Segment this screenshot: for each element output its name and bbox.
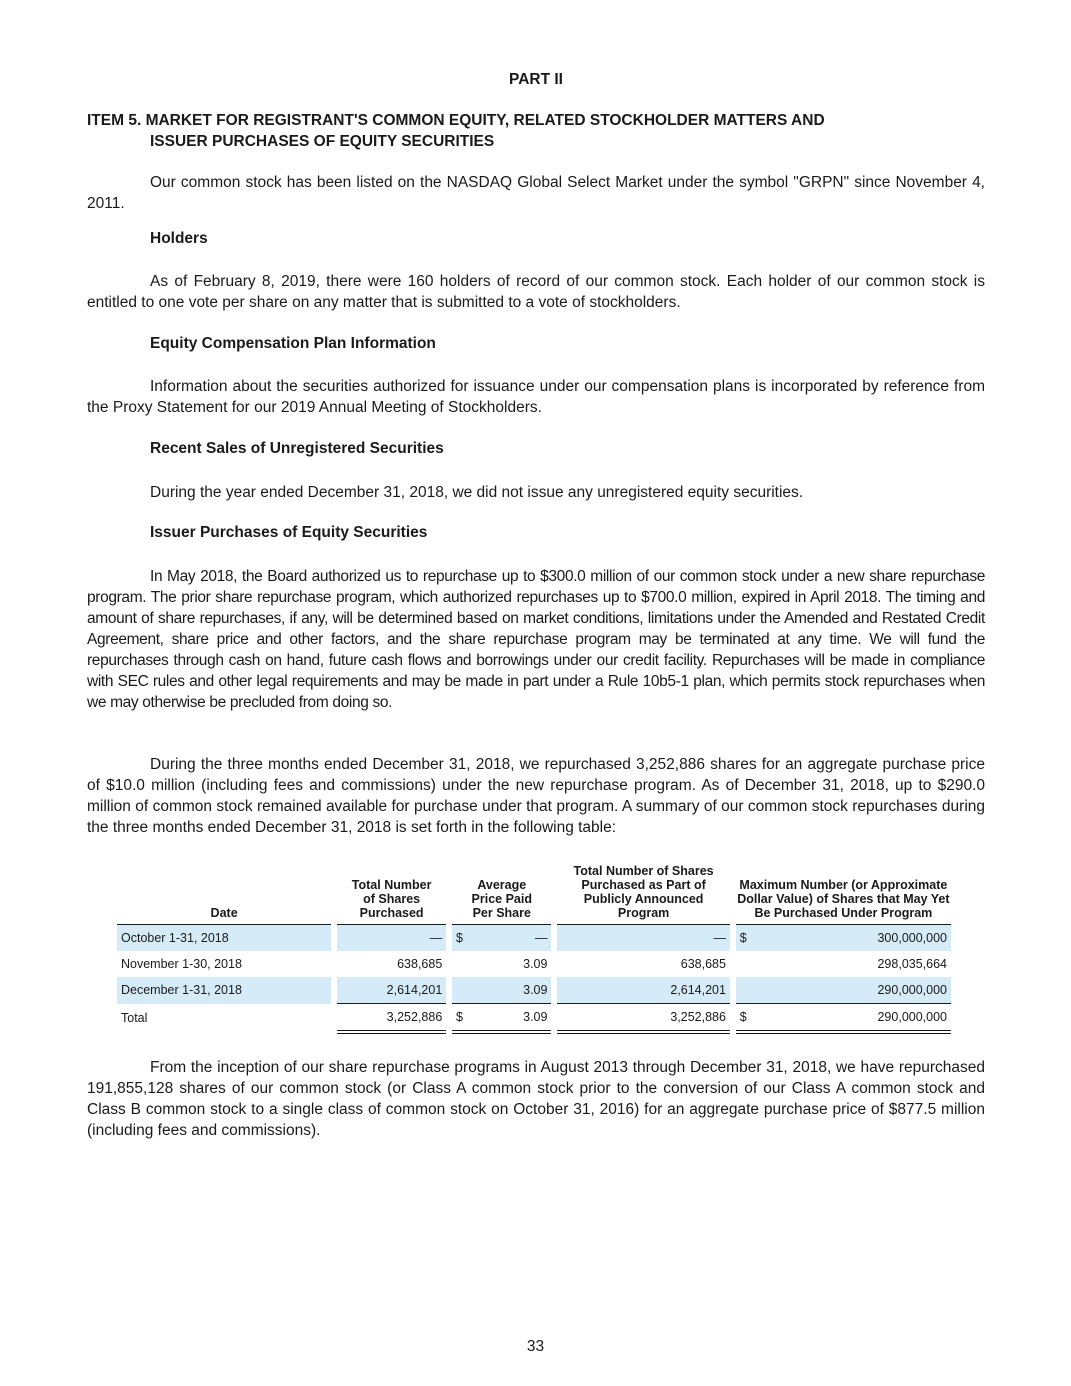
row-date: December 1-31, 2018	[117, 977, 331, 1004]
repurchase-table	[117, 864, 951, 1034]
row-total-shares: 2,614,201	[337, 977, 446, 1004]
row-total-shares: 638,685	[397, 957, 443, 971]
row-total-shares: —	[337, 925, 446, 952]
header-publicly-announced: Total Number of Shares Purchased as Part of Publicly Announced Program	[557, 864, 730, 925]
row-max-remaining: 298,035,664	[877, 957, 947, 971]
row-average-price: 3.09	[523, 957, 548, 971]
table-total-row	[117, 1004, 951, 1033]
header-average-price: Average Price Paid Per Share	[452, 864, 551, 925]
unregistered-paragraph: During the year ended December 31, 2018, we did not issue any unregistered equity securities.	[150, 484, 804, 501]
dollar-sign: $	[736, 925, 758, 952]
row-max-remaining: 290,000,000	[757, 977, 951, 1004]
row-publicly-announced: 638,685	[680, 957, 726, 971]
equity-comp-paragraph: Information about the securities authorized for issuance under our compensation plans is incorporated by reference from the Proxy Statement for our 2019 Annual Meeting of Stockholders.	[87, 378, 985, 416]
holders-paragraph: As of February 8, 2019, there were 160 holders of record of our common stock. Each holder of our common stock is entitled to one vote per share on any matter that is submitted to a vote of stockholders.	[87, 273, 985, 311]
page-number: 33	[526, 1338, 545, 1355]
issuer-purchases-paragraph-1: In May 2018, the Board authorized us to repurchase up to $300.0 million of our common stock under a new share repurchase program. The prior share repurchase program, which authorized repurchases up to $700.0 million, expired in April 2018. The timing and amount of share repurchases, if any, will be determined based on market conditions, limitations under the Amended and Restated Credit Agreement, share price and other factors, and the share repurchase program may be terminated at any time. We will fund the repurchases through cash on hand, future cash flows and borrowings under our credit facility. Repurchases will be made in compliance with SEC rules and other legal requirements and may be made in part under a Rule 10b5-1 plan, which permits stock repurchases when we may otherwise be precluded from doing so.	[87, 568, 985, 711]
row-date: Total	[121, 1010, 148, 1025]
equity-comp-heading: Equity Compensation Plan Information	[150, 335, 436, 352]
holders-heading: Holders	[150, 230, 208, 247]
dollar-sign: $	[736, 1004, 758, 1033]
table-row	[117, 951, 951, 977]
dollar-sign: $	[452, 925, 474, 952]
issuer-purchases-paragraph-2: During the three months ended December 31, 2018, we repurchased 3,252,886 shares for an aggregate purchase price of $10.0 million (including fees and commissions) under the new repurchase program. As of December 31, 2018, up to $290.0 million of common stock remained available for purchase under that program. A summary of our common stock repurchases during the three months ended December 31, 2018 is set forth in the following table:	[87, 756, 985, 836]
item-heading-line1: ITEM 5. MARKET FOR REGISTRANT'S COMMON EQUITY, RELATED STOCKHOLDER MATTERS AND	[87, 112, 825, 129]
row-total-shares: 3,252,886	[337, 1004, 446, 1033]
intro-paragraph: Our common stock has been listed on the NASDAQ Global Select Market under the symbol "GRPN" since November 4, 2011.	[87, 174, 985, 212]
table-row	[117, 925, 951, 952]
row-publicly-announced: 3,252,886	[557, 1004, 730, 1033]
part-heading: PART II	[509, 71, 563, 88]
issuer-purchases-heading: Issuer Purchases of Equity Securities	[150, 524, 428, 541]
item-heading-line2: ISSUER PURCHASES OF EQUITY SECURITIES	[150, 133, 495, 150]
header-total-shares: Total Number of Shares Purchased	[337, 864, 446, 925]
row-average-price: 3.09	[474, 977, 552, 1004]
row-date: November 1-30, 2018	[121, 957, 242, 971]
row-publicly-announced: 2,614,201	[557, 977, 730, 1004]
header-max-remaining: Maximum Number (or Approximate Dollar Value) of Shares that May Yet Be Purchased Under Program	[736, 864, 951, 925]
unregistered-heading: Recent Sales of Unregistered Securities	[150, 440, 444, 457]
row-date: October 1-31, 2018	[117, 925, 331, 952]
header-date: Date	[117, 864, 331, 925]
table-row	[117, 977, 951, 1004]
item-heading	[87, 110, 985, 152]
row-max-remaining: 290,000,000	[757, 1004, 951, 1033]
dollar-sign: $	[452, 1004, 474, 1033]
row-max-remaining: 300,000,000	[757, 925, 951, 952]
row-average-price: 3.09	[474, 1004, 552, 1033]
closing-paragraph: From the inception of our share repurchase programs in August 2013 through December 31, 2018, we have repurchased 191,855,128 shares of our common stock (or Class A common stock prior to the conversion of our Class A common stock and Class B common stock to a single class of common stock on October 31, 2016) for an aggregate purchase price of $877.5 million (including fees and commissions).	[87, 1059, 985, 1139]
row-average-price: —	[474, 925, 552, 952]
row-publicly-announced: —	[557, 925, 730, 952]
table-header-row	[117, 864, 951, 925]
